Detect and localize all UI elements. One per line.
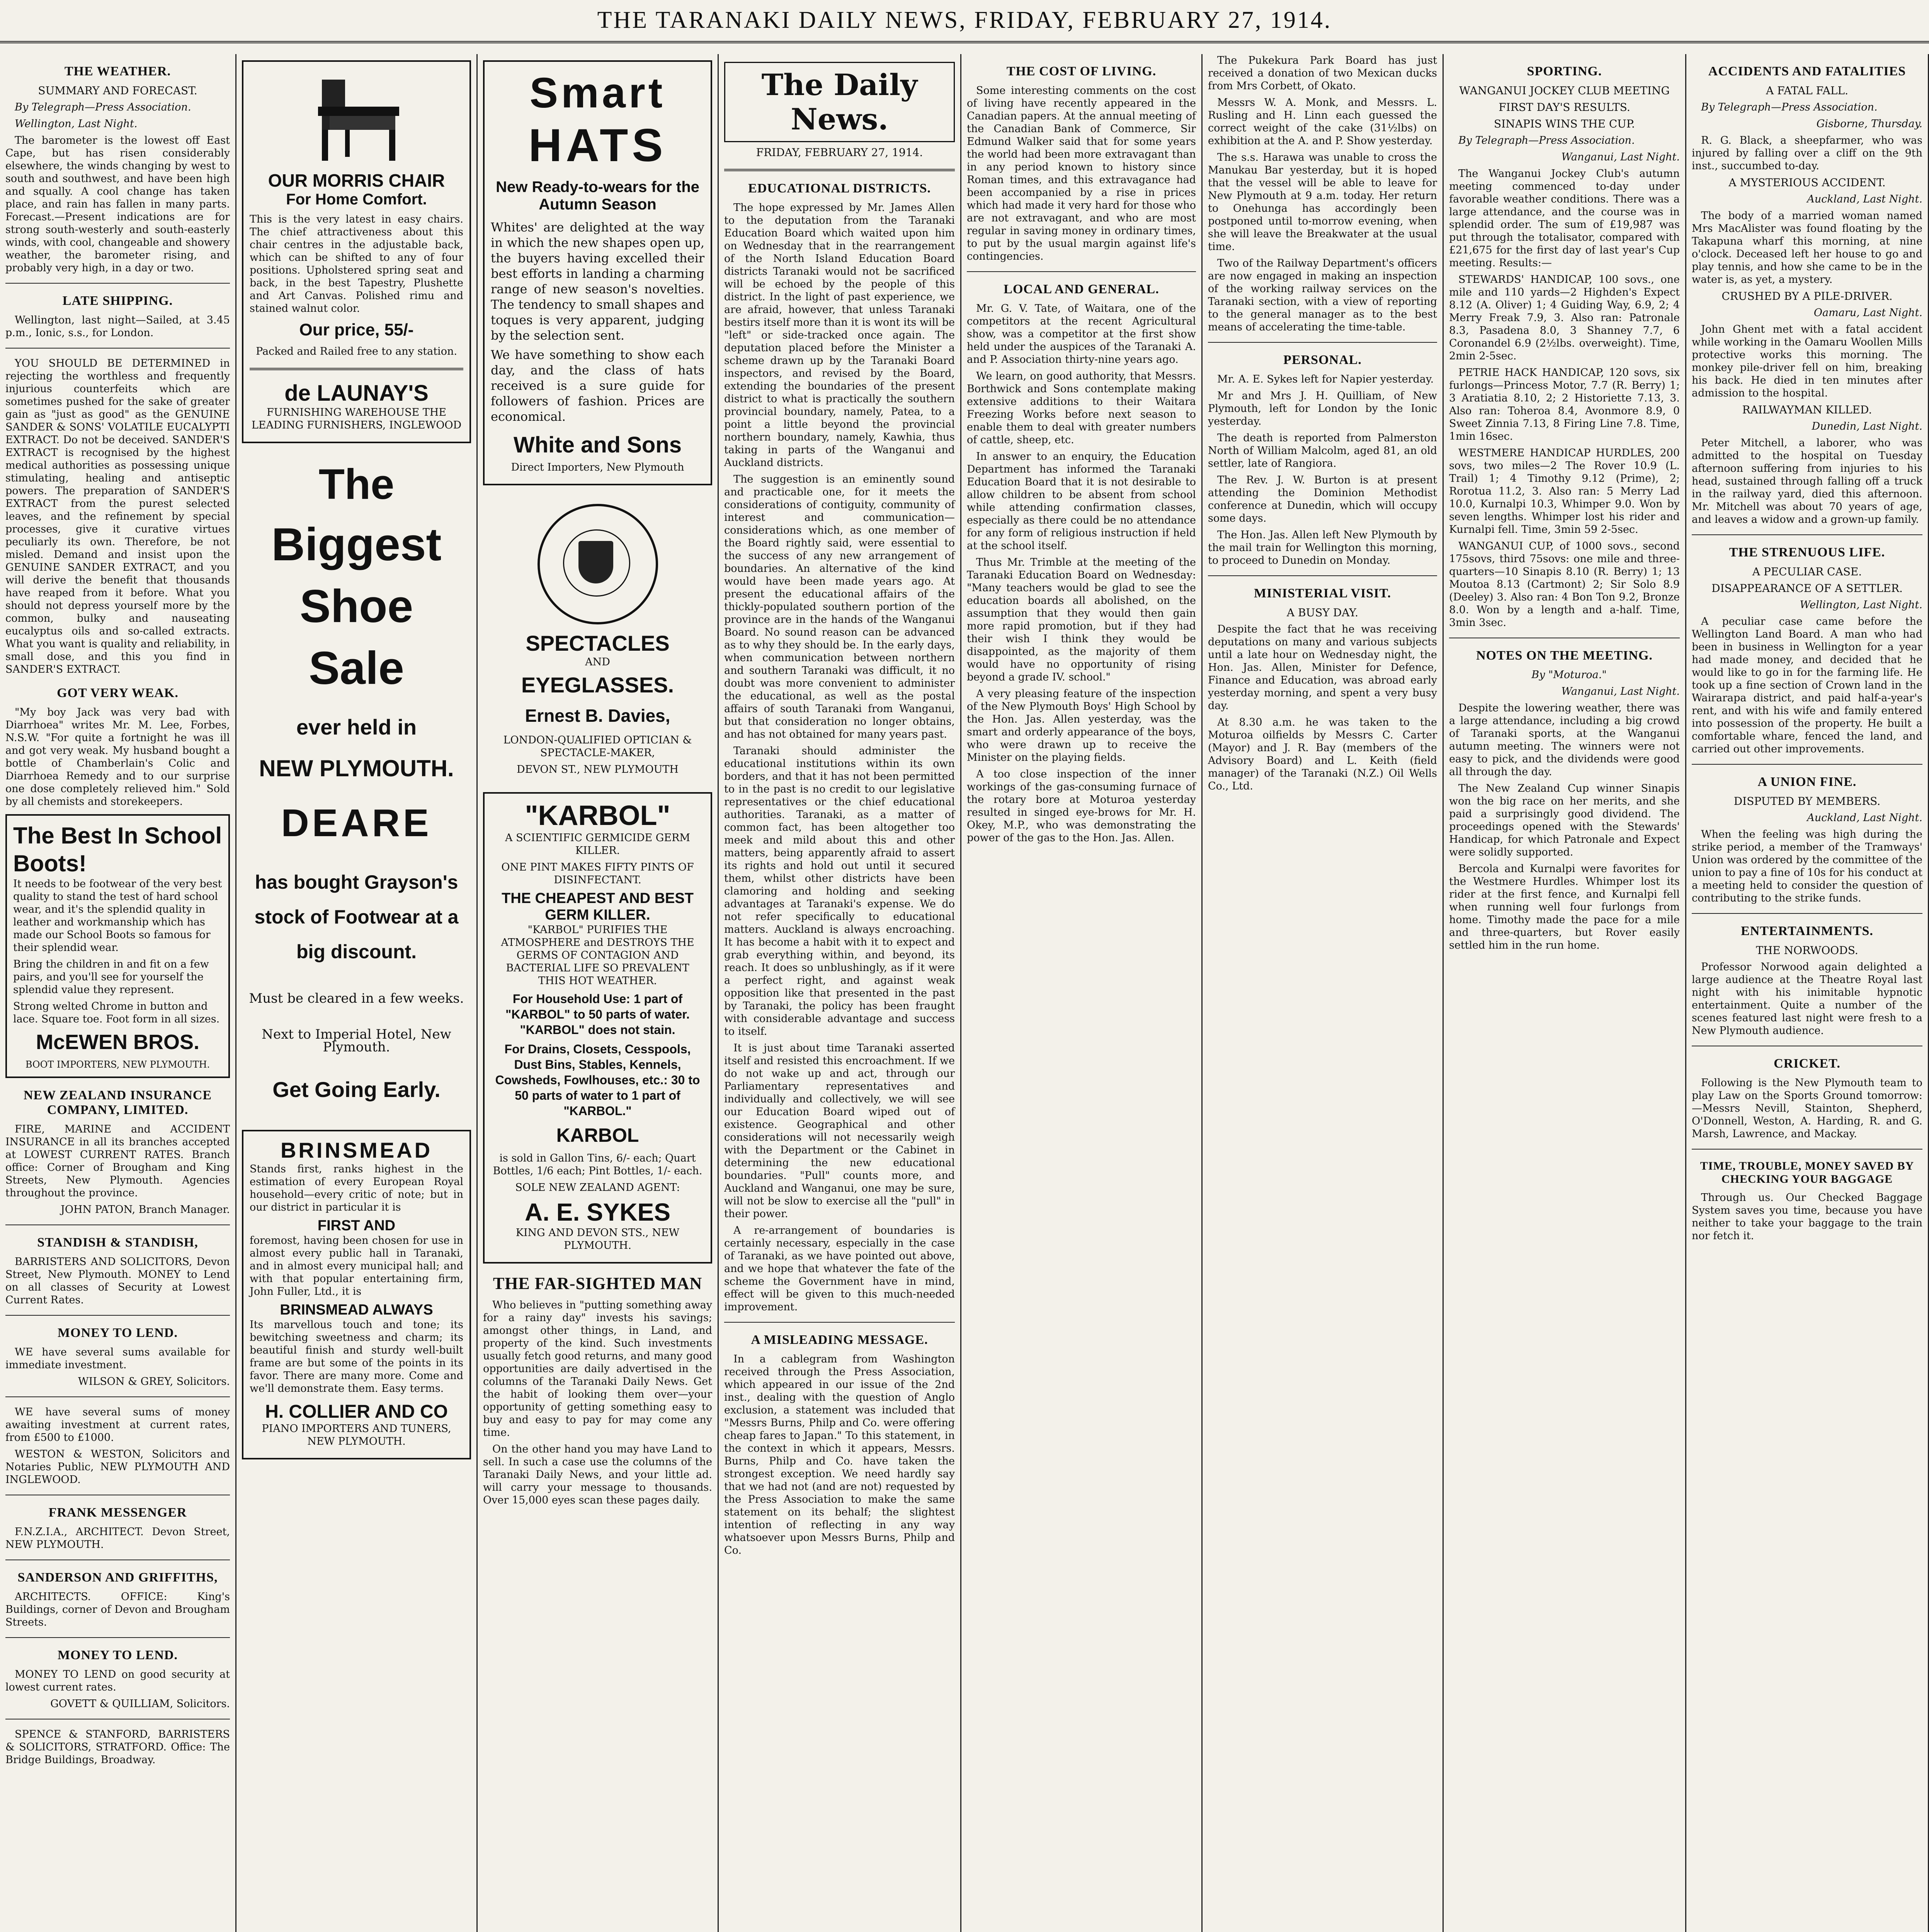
morris-chair-ad — [242, 60, 471, 443]
launay-subtitle: FURNISHING WAREHOUSE THE LEADING FURNISHERS, INGLEWOOD — [251, 406, 462, 431]
sporting-text-5: WANGANUI CUP, of 1000 sovs., second 175sovs, third 75sovs: one mile and three-quarters—10 Sinapis 8.10 (R. Berry) 1; 13 Moutoa 8.13 (Cartmont) 2; Sir Solo 8.9 (Deeley) 3. Also ran: 4 Bon Ton 9.2, Bronze 8.0. Won by a length and a-half. Time, 3min 3sec. — [1449, 540, 1680, 629]
divider — [1692, 764, 1922, 765]
notes-text-1: Despite the lowering weather, there was a large attendance, including a big crowd of Taranaki sports, at the Wanganui autumn meeting. The winners were not easy to pick, and the dividends were good all through the day. — [1449, 702, 1680, 778]
railwayman-heading: RAILWAYMAN KILLED. — [1742, 403, 1872, 416]
insurance-heading: NEW ZEALAND INSURANCE COMPANY, LIMITED. — [23, 1088, 212, 1117]
sykes-subtitle: KING AND DEVON STS., NEW PLYMOUTH. — [515, 1227, 680, 1252]
edu-text-3: Taranaki should administer the educational institutions within its own borders, and that it has not been permitted to in the past is no credit to our legislative representatives or the chief educational authorities. Taranaki, as a matter of common fact, has been altogether too meek and mild about this and other matters, being apparently afraid to assert its rights and hold out until it secured them, whilst other districts have been clamoring and holding and seeking advantages at Taranaki's expense. We do not refer specifically to educational matters. Auckland is always encroaching. It has become a habit with it to expect and grab everything within, and beyond, its reach. It does so unblushingly, as if it were a perfect right, and against weak opposition like that presented in the past by Taranaki, the policy has been fraught with considerable advantage and success to itself. — [724, 745, 955, 1037]
spectacles-ad — [483, 492, 712, 786]
boots-text-3: Strong welted Chrome in button and lace. Square toe. Foot form in all sizes. — [13, 1000, 220, 1025]
launay-title: de LAUNAY'S — [284, 381, 429, 406]
column-8 — [1686, 54, 1929, 1932]
karbol-text-6: is sold in Gallon Tins, 6/- each; Quart Bottles, 1/6 each; Pint Bottles, 1/- each. — [493, 1152, 703, 1177]
fall-heading: A FATAL FALL. — [1766, 84, 1848, 97]
edu-heading: EDUCATIONAL DISTRICTS. — [748, 181, 931, 196]
edu-text-4: It is just about time Taranaki asserted itself and resisted this encroachment. If we do not wake up and act, through our Parliamentary representatives and individually and collectively, we will see our Education Board wiped out of existence. Geographical and other considerations will not necessarily weigh with the Department or the Cabinet in determining the new educational boundaries. "Pull" counts more, and Auckland and Wanganui, one may be sure, will not be slow to exercise all the "pull" in their power. — [724, 1042, 955, 1220]
strenuous-heading: THE STRENUOUS LIFE. — [1729, 545, 1885, 560]
boots-title: The Best In School Boots! — [13, 823, 222, 876]
spectacles-address: DEVON ST., NEW PLYMOUTH — [517, 764, 679, 776]
shoe-title-4: Sale — [309, 642, 404, 694]
chair-title: OUR MORRIS CHAIR — [268, 170, 445, 190]
karbol-name: KARBOL — [556, 1124, 639, 1146]
deare-text-2: Must be cleared in a few weeks. — [249, 991, 464, 1006]
spence-text: SPENCE & STANFORD, BARRISTERS & SOLICITORS, STRATFORD. Office: The Bridge Buildings, Broadway. — [5, 1728, 230, 1766]
mysterious-dateline: Auckland, Last Night. — [1807, 193, 1922, 205]
karbol-subtitle: A SCIENTIFIC GERMICIDE GERM KILLER. — [505, 832, 690, 857]
paper-name: The Daily News. — [724, 62, 955, 142]
hats-text-2: We have something to show each day, and the class of hats received is a sure guide for followers of fashion. Prices are economical. — [491, 347, 704, 424]
strenuous-subheading-2: DISAPPEARANCE OF A SETTLER. — [1711, 582, 1903, 595]
collier-subtitle: PIANO IMPORTERS AND TUNERS, NEW PLYMOUTH. — [262, 1423, 451, 1447]
standish-heading: STANDISH & STANDISH, — [37, 1235, 198, 1250]
pukekura-text-2: Messrs W. A. Monk, and Messrs. L. Rusling and H. Linn each guessed the correct weight of the cake (31½lbs) on exhibition at the A. and P. Show yesterday. — [1208, 97, 1437, 147]
insurance-signature: JOHN PATON, Branch Manager. — [61, 1204, 230, 1216]
mysterious-text: The body of a married woman named Mrs MacAlister was found floating by the Takapuna wharf this morning, at nine o'clock. Deceased left her house to go and play tennis, and how she came to be in the water is, as yet, a mystery. — [1692, 210, 1922, 286]
govett-signature: GOVETT & QUILLIAM, Solicitors. — [50, 1698, 230, 1710]
brinsmead-text: Stands first, ranks highest in the estimation of every European Royal household—every critic of note; but in our district in particular it is — [250, 1163, 463, 1213]
boots-text-2: Bring the children in and fit on a few pairs, and you'll see for yourself the splendid value they represent. — [13, 958, 209, 996]
karbol-agent: SOLE NEW ZEALAND AGENT: — [515, 1182, 680, 1194]
sander-ad-text: YOU SHOULD BE DETERMINED in rejecting the worthless and frequently injurious counterfeits which are sometimes pushed for the sake of greater gain as "just as good" as the GENUINE SANDER & SONS' VOLATILE EUCALYPTI EXTRACT. Do not be deceived. SANDER'S EXTRACT is recognised by the highest medical authorities as possessing unique stimulating, healing and antiseptic powers. The preparation of SANDER'S EXTRACT from the purest selected leaves, and the refinement by special processes, give it curative virtues peculiarly its own. Therefore, be not misled. Demand and insist upon the GENUINE SANDER EXTRACT, and you will derive the benefit that thousands have reaped from it before. What you should not depress yourself more by the common, bulky and nauseating eucalyptus oils and so-called extracts. What you want is quality and reliability, in small dose, and this you find in SANDER'S EXTRACT. — [5, 357, 230, 675]
hats-firm-sub: Direct Importers, New Plymouth — [511, 461, 684, 473]
ministerial-subheading: A BUSY DAY. — [1286, 606, 1359, 619]
weather-text: The barometer is the lowest off East Cape, but has risen considerably elsewhere, the winds changing by west to south and southwest, and have been high and squally. A cool change has taken place, and rain has fallen in many parts. Forecast.—Present indications are for strong south-westerly and south-easterly winds, with cool, changeable and showery weather, the barometer rising, and probably very high, in a day or two. — [5, 134, 230, 274]
local-heading: LOCAL AND GENERAL. — [1004, 282, 1159, 296]
entertainments-subheading: THE NORWOODS. — [1756, 944, 1858, 957]
boots-firm: McEWEN BROS. — [36, 1031, 200, 1054]
personal-text-5: The Hon. Jas. Allen left New Plymouth by the mail train for Wellington this morning, to proceed to Dunedin on Monday. — [1208, 529, 1437, 566]
cricket-text: Following is the New Plymouth team to play Law on the Sports Ground tomorrow:—Messrs Nevill, Stainton, Shepherd, O'Donnell, Weston, A. Harding, R. and G. Marsh, Lawrence, and Mackay. — [1692, 1077, 1922, 1140]
personal-text-4: The Rev. J. W. Burton is at present attending the Dominion Methodist conference at Dunedin, which will occupy some days. — [1208, 474, 1437, 524]
farsighted-heading: THE FAR-SIGHTED MAN — [493, 1274, 703, 1293]
divider — [5, 1396, 230, 1397]
divider — [1692, 534, 1922, 535]
hats-title-2: HATS — [528, 119, 667, 171]
brinsmead-text-3: Its marvellous touch and tone; its bewitching sweetness and charm; its beautiful finish and sturdy well-built frame are but some of the points in its favor. There are many more. Come and we'll demonstrate them. Easy terms. — [250, 1319, 463, 1395]
harawa-text: The s.s. Harawa was unable to cross the Manukau Bar yesterday, but it is hoped that the vessel will be able to leave for New Plymouth at 9 a.m. today. Her return to Onehunga has accordingly been postponed until to-morrow evening, when she will leave the Breakwater at the usual time. — [1208, 151, 1437, 253]
sporting-byline: By Telegraph—Press Association. — [1458, 134, 1635, 146]
cost-heading: THE COST OF LIVING. — [1006, 64, 1157, 78]
sanderson-heading: SANDERSON AND GRIFFITHS, — [17, 1570, 218, 1585]
insurance-text: FIRE, MARINE and ACCIDENT INSURANCE in all its branches accepted at LOWEST CURRENT RATES. Branch office: Corner of Brougham and King Streets, New Plymouth. Agencies throughout the province. — [5, 1123, 230, 1199]
shoe-title-3: Shoe — [299, 580, 413, 632]
crest-shield — [578, 541, 613, 583]
divider — [967, 271, 1196, 272]
chair-subtitle: For Home Comfort. — [286, 191, 427, 208]
union-text: When the feeling was high during the strike period, a member of the Tramways' Union was ordered by the committee of the union to pay a fine of 10s for his conduct at a meeting held to consider the question of contributing to the strike funds. — [1692, 828, 1922, 904]
personal-text-2: Mr and Mrs J. H. Quilliam, of New Plymouth, left for London by the Ionic yesterday. — [1208, 390, 1437, 427]
entertainments-text: Professor Norwood again delighted a large audience at the Theatre Royal last night with his inimitable hypnotic entertainment. Quite a number of the scenes featured last night were fresh to a New Plymouth audience. — [1692, 961, 1922, 1037]
deare-text: has bought Grayson's stock of Footwear at a big discount. — [254, 871, 459, 963]
personal-heading: PERSONAL. — [1283, 353, 1362, 367]
divider — [1208, 342, 1437, 343]
chair-illustration — [306, 72, 407, 165]
shoe-title-2: Biggest — [271, 519, 442, 570]
column-4 — [719, 54, 961, 1932]
shipping-heading: LATE SHIPPING. — [62, 294, 173, 308]
sporting-text-2: STEWARDS' HANDICAP, 100 sovs., one mile and 110 yards—2 Highden's Expect 8.12 (A. Oliver) 1; 4 Guiding Way, 6.9, 2; 4 Merry Freak 7.9, 3. Also ran: Patronale 8.3, Pasadena 8.0, 3 Shanney 7.7, 6 Coronandel 6.9 (2½lbs. overweight). Time, 2min 2-5sec. — [1449, 274, 1680, 362]
brinsmead-text-2: foremost, having been chosen for use in almost every public hall in Taranaki, and in almost every municipal hall; and with that popular entertaining firm, John Fuller, Ltd., it is — [250, 1235, 463, 1298]
local-text-4: Thus Mr. Trimble at the meeting of the Taranaki Education Board on Wednesday: "Many teachers would be glad to see the education boards all abolished, on the assumption that they would then gain more rapid promotion, but if they had their wish I think they would be disappointed, as the majority of them would have no opportunity of rising beyond a grade IV. school." — [967, 556, 1196, 683]
deare-title: DEARE — [281, 801, 432, 845]
sporting-text-4: WESTMERE HANDICAP HURDLES, 200 sovs, two miles—2 The Rover 10.9 (L. Trail) 1; 4 Timothy 9.12 (Prime), 2; Rorotua 11.2, 3. Also ran: 5 Merry Lad 10.0, Kurnalpi 10.3, Whimper 9.0. Won by seven lengths. Whimper lost his rider and Kurnalpi fell. Time, 3min 59 2-5sec. — [1449, 447, 1680, 536]
sanderson-text: ARCHITECTS. OFFICE: King's Buildings, corner of Devon and Brougham Streets. — [5, 1591, 230, 1628]
fall-dateline: Gisborne, Thursday. — [1816, 118, 1922, 130]
hats-title-1: Smart — [529, 69, 666, 117]
local-text-5: A very pleasing feature of the inspection of the New Plymouth Boys' High School by the Hon. Jas. Allen yesterday, was the smart and orderly appearance of the boys, who were drawn up to receive the Minister on the playing fields. — [967, 688, 1196, 764]
entertainments-heading: ENTERTAINMENTS. — [1741, 924, 1873, 938]
railwayman-dateline: Dunedin, Last Night. — [1812, 420, 1922, 432]
weak-heading: GOT VERY WEAK. — [57, 686, 179, 700]
collier-title: H. COLLIER AND CO — [265, 1401, 448, 1422]
hats-text-1: Whites' are delighted at the way in which the new shapes open up, the buyers having excelled their best efforts in landing a charming range of new season's novelties. The tendency to small shapes and toques is very apparent, judging by the selection sent. — [491, 220, 704, 343]
shoe-title-1: The — [318, 461, 395, 508]
messenger-text: F.N.Z.I.A., ARCHITECT. Devon Street, NEW PLYMOUTH. — [5, 1526, 230, 1551]
shoe-text-2: NEW PLYMOUTH. — [259, 755, 454, 781]
notes-text-3: Bercola and Kurnalpi were favorites for the Westmere Hurdles. Whimper lost its rider at the first fence, and Kurnalpi fell when running well four furlongs from home. Timothy made the pace for a mile and three-quarters, but Rover easily settled him in the run home. — [1449, 863, 1680, 951]
hats-firm: White and Sons — [514, 432, 682, 457]
sporting-subheading-3: SINAPIS WINS THE CUP. — [1494, 117, 1635, 130]
column-1 — [0, 54, 236, 1932]
weak-text: "My boy Jack was very bad with Diarrhoea" writes Mr. M. Lee, Forbes, N.S.W. "For quite a fortnight he was ill and got very weak. My husband bought a bottle of Chamberlain's Colic and Diarrhoea Remedy and to our surprise one dose completely relieved him." Sold by all chemists and storekeepers. — [5, 706, 230, 808]
karbol-text-1: ONE PINT MAKES FIFTY PINTS OF DISINFECTANT. — [501, 861, 694, 886]
govett-heading: MONEY TO LEND. — [58, 1648, 178, 1662]
notes-byline: By "Moturoa." — [1531, 669, 1607, 681]
deare-text-3: Next to Imperial Hotel, New Plymouth. — [262, 1027, 451, 1055]
masthead-title: THE TARANAKI DAILY NEWS, FRIDAY, FEBRUARY 27, 1914. — [597, 7, 1332, 33]
weather-heading: THE WEATHER. — [64, 64, 171, 78]
sporting-text-3: PETRIE HACK HANDICAP, 120 sovs, six furlongs—Princess Motor, 7.7 (R. Berry) 1; 3 Aratiatia 8.10, 2; 2 Historiette 7.13, 3. Also ran: Toheroa 8.4, Avonmore 8.9, 0 Sweet Zinnia 7.13, 8 Firing Line 7.8. Time, 1min 16sec. — [1449, 367, 1680, 442]
masthead — [0, 0, 1929, 43]
notes-heading: NOTES ON THE MEETING. — [1476, 648, 1653, 663]
local-text-2: We learn, on good authority, that Messrs. Borthwick and Sons contemplate making extensive additions to their Waitara Freezing Works before next season to enable them to deal with greater numbers of cattle, sheep, etc. — [967, 370, 1196, 446]
edu-text-5: A re-arrangement of boundaries is certainly necessary, especially in the case of Taranaki, as we have pointed out above, and we hope that whatever the fate of the scheme the Government have in mind, effect will be given to this much-needed improvement. — [724, 1225, 955, 1313]
railwayman-text: Peter Mitchell, a laborer, who was admitted to the hospital on Tuesday afternoon suffering from injuries to his head, sustained through falling off a truck in the railway yard, died this afternoon. Mr. Mitchell was about 70 years of age, and leaves a widow and a grown-up family. — [1692, 437, 1922, 526]
fall-byline: By Telegraph—Press Association. — [1701, 101, 1878, 113]
messenger-heading: FRANK MESSENGER — [48, 1505, 187, 1520]
sporting-subheading-2: FIRST DAY'S RESULTS. — [1499, 101, 1630, 114]
crest-emblem — [538, 504, 658, 624]
spectacles-title: SPECTACLES — [526, 631, 670, 655]
divider — [724, 1322, 955, 1323]
farsighted-text: Who believes in "putting something away for a rainy day" invests his savings; amongst other things, in Land, and property of the kind. Such investments usually fetch good returns, and many good opportunities are daily advertised in the columns of the Taranaki Daily News. Get the habit of looking them over—your opportunity of getting something easy to buy and easy to pay for may come any time. — [483, 1299, 712, 1439]
sporting-dateline: Wanganui, Last Night. — [1561, 151, 1680, 163]
boots-firm-sub: BOOT IMPORTERS, NEW PLYMOUTH. — [25, 1059, 210, 1070]
local-text-6: A too close inspection of the inner workings of the gas-consuming furnace of the rotary bore at Moturoa yesterday resulted in singed eye-brows for Mr. H. Okey, M.P., who was demonstrating the power of the gas to the Hon. Jas. Allen. — [967, 768, 1196, 844]
column-2 — [236, 54, 478, 1932]
karbol-text-3: "KARBOL" PURIFIES THE ATMOSPHERE and DESTROYS THE GERMS OF CONTAGION AND BACTERIAL LIFE SO PREVALENT THIS HOT WEATHER. — [501, 924, 694, 987]
brinsmead-ad — [242, 1130, 471, 1459]
sykes-title: A. E. SYKES — [525, 1198, 670, 1226]
misleading-heading: A MISLEADING MESSAGE. — [751, 1333, 928, 1347]
notes-text-2: The New Zealand Cup winner Sinapis won the big race on her merits, and she paid a surprisingly good dividend. The proceedings opened with the Stewards' Handicap, for which Patronale and Expect were solidly supported. — [1449, 782, 1680, 858]
chair-free: Packed and Railed free to any station. — [256, 345, 457, 357]
shoe-text-1: ever held in — [296, 715, 417, 739]
brinsmead-first: FIRST AND — [317, 1218, 396, 1234]
column-6 — [1203, 54, 1444, 1932]
divider — [5, 348, 230, 349]
notes-dateline: Wanganui, Last Night. — [1561, 685, 1680, 697]
misleading-text: In a cablegram from Washington received through the Press Association, which appeared in our issue of the 2nd inst., dealing with the question of Anglo exclusion, a statement was included that "Messrs Burns, Philp and Co. were offering cheap fares to Japan." To this statement, in the context in which it appears, Messrs. Burns, Philp and Co. have taken the strongest exception. We need hardly say that we had not (and are not) requested by the Press Association to make the same statement on its behalf; the slightest intention of reflecting in any way whatsoever upon Messrs Burns, Philp and Co. — [724, 1353, 955, 1556]
union-dateline: Auckland, Last Night. — [1807, 812, 1922, 824]
ministerial-text-2: At 8.30 a.m. he was taken to the Moturoa oilfields by Messrs C. Carter (Mayor) and J. R. Bay (members of the Advisory Board) and L. Keith (field manager) of the Taranaki (N.Z.) Oil Wells Co., Ltd. — [1208, 716, 1437, 792]
divider — [724, 169, 955, 171]
divider — [5, 283, 230, 284]
spectacles-name: Ernest B. Davies, — [525, 706, 670, 726]
sporting-text-1: The Wanganui Jockey Club's autumn meeting commenced to-day under favorable weather conditions. There was a large attendance, and the course was in splendid order. The sum of £19,987 was put through the totalisator, compared with £21,675 for the first day of last year's Cup meeting. Results:— — [1449, 168, 1680, 269]
farsighted-text-2: On the other hand you may have Land to sell. In such a case use the columns of the Taranaki Daily News, and your little ad. will carry your message to thousands. Over 15,000 eyes scan these pages daily. — [483, 1443, 712, 1506]
hats-subtitle: New Ready-to-wears for the Autumn Season — [496, 179, 699, 213]
divider — [250, 368, 463, 370]
cricket-heading: CRICKET. — [1774, 1056, 1841, 1071]
chair-price: Our price, 55/- — [299, 320, 414, 339]
sporting-heading: SPORTING. — [1527, 64, 1602, 78]
brinsmead-title: BRINSMEAD — [280, 1138, 433, 1162]
fall-text: R. G. Black, a sheepfarmer, who was injured by falling over a cliff on the 9th inst., succumbed to-day. — [1692, 134, 1922, 172]
divider — [1692, 913, 1922, 914]
karbol-text-4: For Household Use: 1 part of "KARBOL" to 50 parts of water. "KARBOL" does not stain. — [505, 992, 690, 1037]
column-3 — [478, 54, 719, 1932]
spectacles-and: AND — [585, 656, 610, 668]
money-text: WE have several sums available for immediate investment. — [5, 1346, 230, 1371]
pile-dateline: Oamaru, Last Night. — [1813, 307, 1922, 319]
union-subheading: DISPUTED BY MEMBERS. — [1733, 795, 1881, 808]
sporting-subheading: WANGANUI JOCKEY CLUB MEETING — [1459, 84, 1670, 97]
cost-text: Some interesting comments on the cost of living have recently appeared in the Canadian papers. At the annual meeting of the Canadian Bank of Commerce, Sir Edmund Walker said that for some years the world had been more extravagant than in any period known to history since Roman times, and this extravagance had been accompanied by a rise in prices which had made it very hard for those who are not extravagant, and who are most regular in saving money in ordinary times, to put by the usual margin against life's contingencies. — [967, 85, 1196, 262]
accidents-heading: ACCIDENTS AND FATALITIES — [1708, 64, 1906, 78]
karbol-text-2: THE CHEAPEST AND BEST GERM KILLER. — [502, 890, 694, 923]
edu-text-1: The hope expressed by Mr. James Allen to the deputation from the Taranaki Education Board which waited upon him on Wednesday that in the rearrangement of the North Island Education Board districts Taranaki would not be sacrificed will be echoed by the people of this district. In the light of past experience, we are afraid, however, that unless Taranaki bestirs itself more than it is wont its will be "left" or side-tracked once again. The deputation placed before the Minister a scheme drawn up by the Taranaki Board inspectors, and revised by the Board, extending the boundaries of the present district to what is practically the southern provincial boundary, namely, Patea, to a point a little beyond the provincial northern boundary, namely, Kawhia, thus taking in parts of the Wanganui and Auckland districts. — [724, 202, 955, 469]
spectacles-title-2: EYEGLASSES. — [521, 673, 674, 697]
brinsmead-always: BRINSMEAD ALWAYS — [280, 1302, 433, 1318]
divider — [1208, 575, 1437, 576]
karbol-title: "KARBOL" — [525, 800, 670, 831]
money-heading: MONEY TO LEND. — [58, 1326, 178, 1340]
strenuous-subheading: A PECULIAR CASE. — [1752, 565, 1862, 578]
weston-text: WE have several sums of money awaiting investment at current rates, from £500 to £1000. — [5, 1406, 230, 1444]
union-heading: A UNION FINE. — [1757, 775, 1857, 789]
pukekura-text: The Pukekura Park Board has just received a donation of two Mexican ducks from Mrs Corbett, of Okato. — [1208, 54, 1437, 92]
local-text-3: In answer to an enquiry, the Education Department has informed the Taranaki Education Board that it is not desirable to allow children to be absent from school while attending confirmation classes, especially as there could be no attendance for any form of religious instruction if held at the school itself. — [967, 451, 1196, 552]
weather-subheading: SUMMARY AND FORECAST. — [38, 84, 197, 97]
deare-text-4: Get Going Early. — [272, 1077, 441, 1102]
ministerial-heading: MINISTERIAL VISIT. — [1254, 586, 1391, 600]
mysterious-heading: A MYSTERIOUS ACCIDENT. — [1728, 176, 1886, 189]
karbol-ad — [483, 792, 712, 1264]
smart-hats-ad — [483, 60, 712, 485]
weston-signature: WESTON & WESTON, Solicitors and Notaries Public, NEW PLYMOUTH AND INGLEWOOD. — [5, 1448, 230, 1486]
spectacles-subtitle: LONDON-QUALIFIED OPTICIAN & SPECTACLE-MAKER, — [503, 734, 692, 759]
divider — [1692, 1149, 1922, 1150]
shoe-sale-ad — [242, 449, 471, 1124]
strenuous-text: A peculiar case came before the Wellington Land Board. A man who had been in business in Wellington for a year had made money, and decided that he would like to go in for the farming life. He took up a fine section of Crown land in the Wairarapa district, and paid half-a-year's rent, and with his wife and family entered into possession of the property. He built a comfortable whare, fenced the land, and carried out other improvements. — [1692, 616, 1922, 755]
pile-text: John Ghent met with a fatal accident while working in the Oamaru Woollen Mills protective works this morning. The monkey pile-driver fell on him, breaking his back. He died in ten minutes after admission to the hospital. — [1692, 323, 1922, 399]
karbol-text-5: For Drains, Closets, Cesspools, Dust Bins, Stables, Kennels, Cowsheds, Fowlhouses, etc.: 30 to 50 parts of water to 1 part of "KARBOL." — [495, 1042, 700, 1118]
strenuous-dateline: Wellington, Last Night. — [1800, 599, 1922, 611]
boots-ad — [5, 814, 230, 1078]
weather-byline: By Telegraph—Press Association. — [15, 101, 191, 113]
edu-text-2: The suggestion is an eminently sound and practicable one, for it meets the considerations of contiguity, community of interest and communication—considerations which, as one member of the Board rightly said, were essential to the success of any new arrangement of boundaries. An alternative of the kind would have been made years ago. At present the educational affairs of the thickly-populated southern portion of the province are in the hands of the Wanganui Board. No sound reason can be advanced as to why they should be. In the early days, when communication between northern and southern Taranaki was difficult, it no doubt was more convenient to administer the educational, as well as the postal affairs of south Taranaki from Wanganui, but that consideration no longer obtains, and has not obtained for many years past. — [724, 473, 955, 740]
govett-text: MONEY TO LEND on good security at lowest current rates. — [5, 1668, 230, 1693]
pile-heading: CRUSHED BY A PILE-DRIVER. — [1721, 290, 1893, 303]
column-7 — [1444, 54, 1686, 1932]
shipping-text: Wellington, last night—Sailed, at 3.45 p.m., Ionic, s.s., for London. — [5, 314, 230, 339]
divider — [5, 1637, 230, 1638]
divider — [5, 1315, 230, 1316]
baggage-text: Through us. Our Checked Baggage System saves you time, because you have neither to take your baggage to the train nor fetch it. — [1692, 1192, 1922, 1242]
ministerial-text: Despite the fact that he was receiving deputations on many and various subjects until a late hour on Wednesday night, the Hon. Jas. Allen, Minister for Defence, Finance and Education, was abroad early yesterday morning, and spent a very busy day. — [1208, 623, 1437, 712]
personal-text-1: Mr. A. E. Sykes left for Napier yesterday. — [1217, 373, 1434, 385]
weather-dateline: Wellington, Last Night. — [15, 118, 138, 130]
personal-text-3: The death is reported from Palmerston North of William Malcolm, aged 81, an old settler, late of Rangiora. — [1208, 432, 1437, 469]
railway-text: Two of the Railway Department's officers are now engaged in making an inspection of the working railway services on the Taranaki section, with a view of reporting to the general manager as to the best means of accelerating the time-table. — [1208, 257, 1437, 333]
baggage-heading: TIME, TROUBLE, MONEY SAVED BY CHECKING YOUR BAGGAGE — [1700, 1160, 1914, 1185]
standish-text: BARRISTERS AND SOLICITORS, Devon Street, New Plymouth. MONEY to Lend on all classes of Security at Lowest Current Rates. — [5, 1256, 230, 1306]
local-text-1: Mr. G. V. Tate, of Waitara, one of the competitors at the recent Agricultural show, was a competitor at the first show held under the auspices of the Taranaki A. and P. Association thirty-nine years ago. — [967, 303, 1196, 366]
boots-text: It needs to be footwear of the very best quality to stand the test of hard school wear, and it's the splendid quality in leather and workmanship which has made our School Boots so famous for their splendid wear. — [13, 878, 222, 954]
column-5 — [961, 54, 1203, 1932]
money-signature: WILSON & GREY, Solicitors. — [78, 1376, 230, 1388]
paper-date: FRIDAY, FEBRUARY 27, 1914. — [756, 146, 923, 159]
chair-text: This is the very latest in easy chairs. The chief attractiveness about this chair centres in the adjustable back, which can be shifted to any of four positions. Upholstered spring seat and back, in the best Tapestry, Plushette and Art Canvas. Polished rimu and stained walnut color. — [250, 213, 463, 315]
